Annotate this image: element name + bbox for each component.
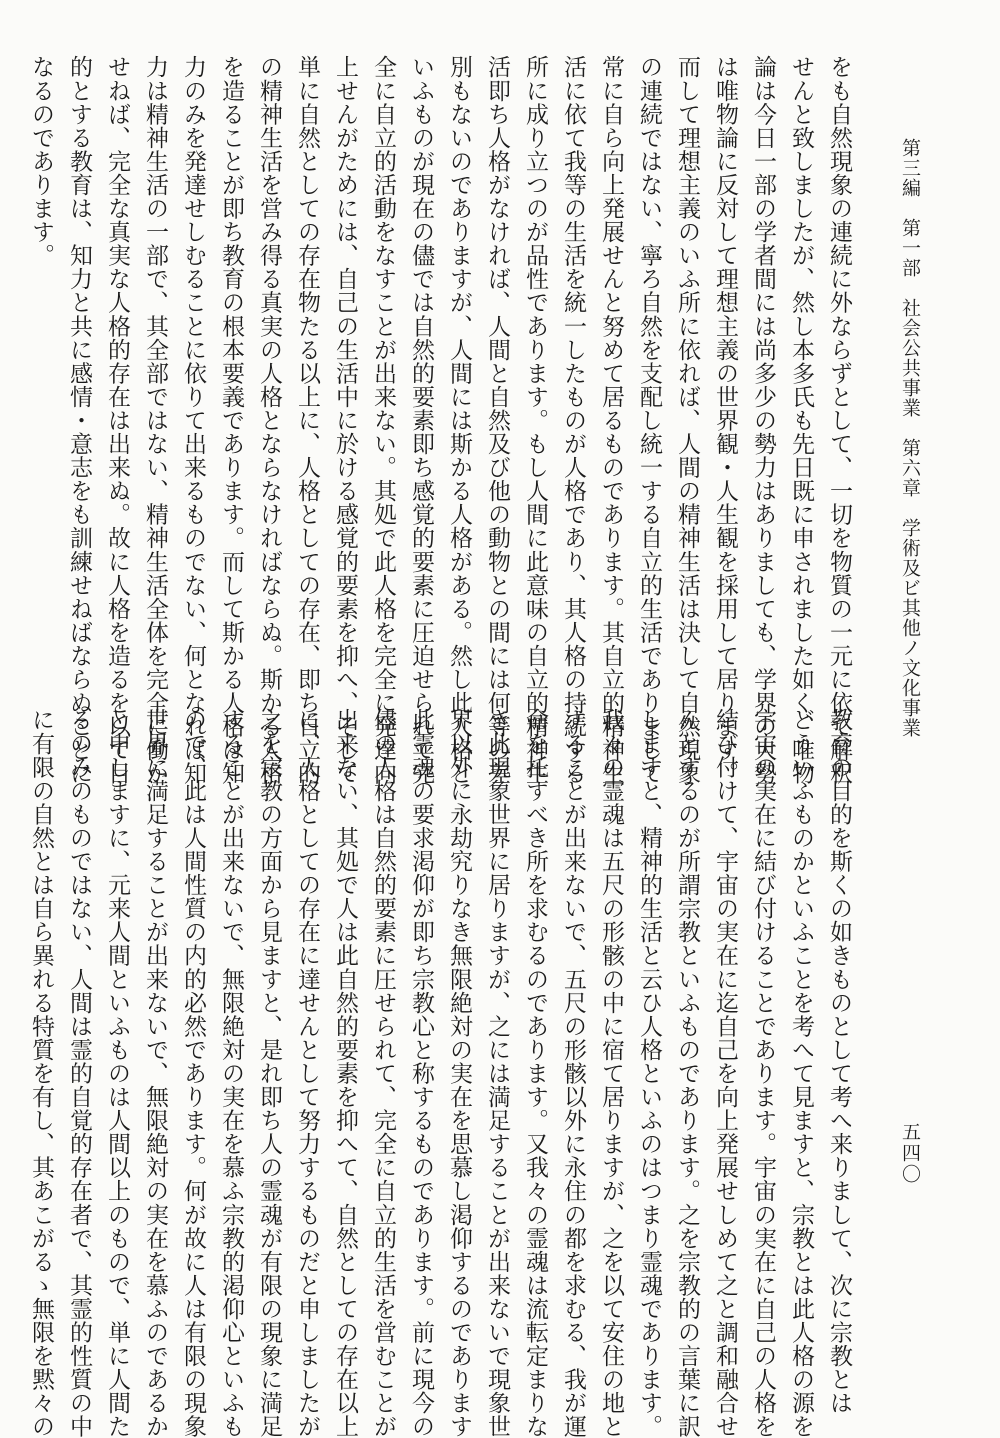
text-line: 力は精神生活の一部で、其全部ではない、精神生活全体を完全に働か xyxy=(142,55,168,786)
text-line: 論は今日一部の学者間には尚多少の勢力はありましても、学界の大勢 xyxy=(750,55,776,786)
text-line: することが出来ないで、無限絶対の実在を慕ふ宗教的渇仰心といふも xyxy=(218,708,244,1438)
text-line: どういふものかといふことを考へて見ますと、宗教とは此人格の源を xyxy=(788,708,814,1438)
text-line: と申しますに、元来人間といふものは人間以上のもので、単に人間た xyxy=(104,708,130,1438)
text-line: に有限の自然とは自ら異れる特質を有し、其あこがるゝ無限を黙々の xyxy=(28,708,54,1438)
text-line: 而して理想主義のいふ所に依れば、人間の精神生活は決して自然現象 xyxy=(674,55,700,786)
text-line: んとするのが所謂宗教といふものであります。之を宗教的の言葉に訳 xyxy=(674,708,700,1438)
text-line: 全に自立的活動をなすことが出来ない。其処で此人格を完全に発達向 xyxy=(370,55,396,786)
text-line: 所に成り立つのが品性であります。もし人間に此意味の自立的精神生 xyxy=(522,55,548,786)
text-line: に、人格としての存在に達せんとして努力するものだと申しましたが xyxy=(294,708,320,1438)
text-line: しますと、精神的生活と云ひ人格といふのはつまり霊魂であります。 xyxy=(636,708,662,1438)
text-line: 単に自然としての存在物たる以上に、人格としての存在、即ち自立的 xyxy=(294,55,320,786)
text-line: せんと致しましたが、然し本多氏も先日既に申されました如く、唯物 xyxy=(788,55,814,786)
text-line: 儘の人格は自然的要素に圧せられて、完全に自立的生活を営むことが xyxy=(370,708,396,1438)
text-line: 活即ち人格がなければ、人間と自然及び他の動物との間には何等の差 xyxy=(484,55,510,786)
text-line: の精神生活を営み得る真実の人格とならなければならぬ。斯かる人格 xyxy=(256,55,282,786)
text-line: の連続ではない、寧ろ自然を支配し統一する自立的生活でありまして xyxy=(636,55,662,786)
text-line: 宇宙の実在に結び付けることであります。宇宙の実在に自己の人格を xyxy=(750,708,776,1438)
text-line: することが出来ないで、五尺の形骸以外に永住の都を求むる、我が運 xyxy=(560,708,586,1438)
text-line: 常に自ら向上発展せんと努めて居るものであります。其自立的精神生 xyxy=(598,55,624,786)
text-line: 之を宗教の方面から見ますと、是れ即ち人の霊魂が有限の現象に満足 xyxy=(256,708,282,1438)
text-line: ので、此は人間性質の内的必然であります。何が故に人は有限の現象 xyxy=(180,708,206,1438)
text-line: 的とする教育は、知力と共に感情・意志をも訓練せねばならぬことに xyxy=(66,55,92,786)
text-line: いふものが現在の儘では自然的要素即ち感覚的要素に圧迫せられて完 xyxy=(408,55,434,786)
text-line: なるのであります。 xyxy=(28,55,54,267)
text-line: 界以外に永劫究りなき無限絶対の実在を思慕し渇仰するのであります xyxy=(446,708,472,1438)
running-head: 第三編 第一部 社会公共事業 第六章 学術及ビ其他ノ文化事業 xyxy=(899,138,921,738)
text-line: 結び付けて、宇宙の実在に迄自己を向上発展せしめて之と調和融合せ xyxy=(712,708,738,1438)
text-line: るのみのものではない、人間は霊的自覚的存在者で、其霊的性質の中 xyxy=(66,708,92,1438)
text-line: は唯物論に反対して理想主義の世界観・人生観を採用して居ります。 xyxy=(712,55,738,786)
page-number: 五四〇 xyxy=(899,1122,921,1185)
text-line: 力のみを発達せしむることに依りて出来るものでない、何となれば知 xyxy=(180,55,206,786)
text-line: を造ることが即ち教育の根本要義であります。而して斯かる人格は知 xyxy=(218,55,244,786)
text-line: 世界に満足することが出来ないで、無限絶対の実在を慕ふのであるか xyxy=(142,708,168,1438)
text-line: 別もないのでありますが、人間には斯かる人格がある。然し此人格と xyxy=(446,55,472,786)
text-line: 上せんがためには、自己の生活中に於ける感覚的要素を抑へ、そして xyxy=(332,55,358,786)
text-line: 此霊魂の要求渇仰が即ち宗教心と称するものであります。前に現今の xyxy=(408,708,434,1438)
text-line: せねば、完全な真実な人格的存在は出来ぬ。故に人格を造るを以て目 xyxy=(104,55,130,786)
text-line: 命を托すべき所を求むるのであります。又我々の霊魂は流転定まりな xyxy=(522,708,548,1438)
text-line: をも自然現象の連続に外ならずとして、一切を物質の一元に依て解釈 xyxy=(826,55,852,786)
text-line: 活に依て我等の生活を統一したものが人格であり、其人格の持続する xyxy=(560,55,586,786)
upper-text-block xyxy=(28,55,858,786)
lower-text-block xyxy=(28,708,858,1438)
text-line: 出来ない、其処で人は此自然的要素を抑へて、自然としての存在以上 xyxy=(332,708,358,1438)
text-line: 我々の霊魂は五尺の形骸の中に宿て居りますが、之を以て安住の地と xyxy=(598,708,624,1438)
text-line: き此現象世界に居りますが、之には満足することが出来ないで現象世 xyxy=(484,708,510,1438)
text-line: 教育の目的を斯くの如きものとして考へ来りまして、次に宗教とは xyxy=(826,708,852,1415)
